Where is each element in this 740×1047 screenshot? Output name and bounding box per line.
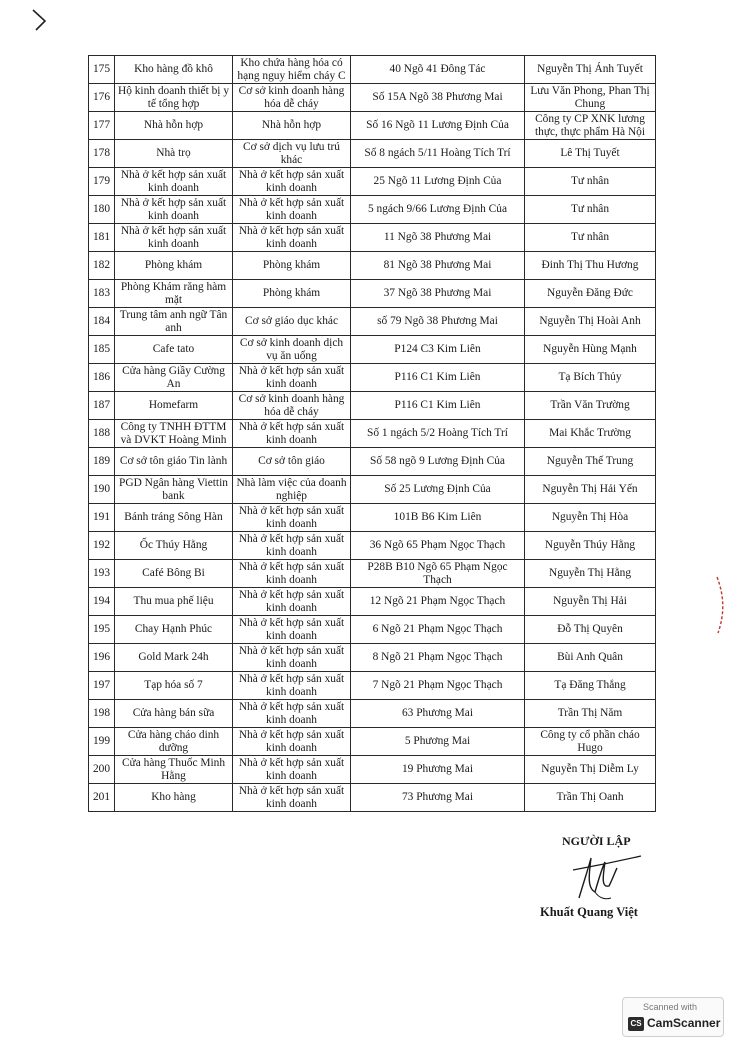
establishment-type: Nhà ở kết hợp sản xuất kinh doanh: [233, 784, 351, 812]
establishment-type: Nhà ở kết hợp sản xuất kinh doanh: [233, 504, 351, 532]
establishment-owner: Trần Thị Oanh: [525, 784, 656, 812]
signer-title: NGƯỜI LẬP: [562, 834, 631, 848]
table-row: [89, 560, 656, 588]
row-number: 194: [89, 588, 115, 616]
establishment-type: Nhà ở kết hợp sản xuất kinh doanh: [233, 728, 351, 756]
handwritten-signature: [565, 848, 645, 908]
table-row: [89, 196, 656, 224]
establishment-address: 8 Ngõ 21 Phạm Ngọc Thạch: [351, 644, 525, 672]
establishment-name: Homefarm: [115, 392, 233, 420]
row-number: 197: [89, 672, 115, 700]
establishment-address: Số 15A Ngõ 38 Phương Mai: [351, 84, 525, 112]
establishment-type: Nhà ở kết hợp sản xuất kinh doanh: [233, 420, 351, 448]
row-number: 200: [89, 756, 115, 784]
establishment-type: Nhà ở kết hợp sản xuất kinh doanh: [233, 672, 351, 700]
row-number: 195: [89, 616, 115, 644]
establishment-type: Nhà hỗn hợp: [233, 112, 351, 140]
row-number: 201: [89, 784, 115, 812]
establishment-address: P116 C1 Kim Liên: [351, 392, 525, 420]
side-stamp-mark: [714, 575, 730, 635]
table-row: [89, 84, 656, 112]
establishment-type: Nhà ở kết hợp sản xuất kinh doanh: [233, 196, 351, 224]
establishment-owner: Nguyễn Thị Hòa: [525, 504, 656, 532]
establishment-address: 73 Phương Mai: [351, 784, 525, 812]
establishment-address: 81 Ngõ 38 Phương Mai: [351, 252, 525, 280]
row-number: 185: [89, 336, 115, 364]
establishment-type: Nhà ở kết hợp sản xuất kinh doanh: [233, 700, 351, 728]
table-row: [89, 280, 656, 308]
row-number: 193: [89, 560, 115, 588]
establishment-address: 101B B6 Kim Liên: [351, 504, 525, 532]
table-row: [89, 308, 656, 336]
establishment-address: 5 ngách 9/66 Lương Định Của: [351, 196, 525, 224]
establishment-name: Nhà ở kết hợp sản xuất kinh doanh: [115, 196, 233, 224]
row-number: 199: [89, 728, 115, 756]
establishment-address: 36 Ngõ 65 Phạm Ngọc Thạch: [351, 532, 525, 560]
table-row: [89, 504, 656, 532]
table-row: [89, 364, 656, 392]
establishment-owner: Lê Thị Tuyết: [525, 140, 656, 168]
table-row: [89, 56, 656, 84]
establishment-address: số 79 Ngõ 38 Phương Mai: [351, 308, 525, 336]
establishment-address: 11 Ngõ 38 Phương Mai: [351, 224, 525, 252]
establishment-type: Nhà ở kết hợp sản xuất kinh doanh: [233, 224, 351, 252]
establishment-address: 6 Ngõ 21 Phạm Ngọc Thạch: [351, 616, 525, 644]
establishment-address: P124 C3 Kim Liên: [351, 336, 525, 364]
establishment-owner: Nguyễn Đăng Đức: [525, 280, 656, 308]
row-number: 183: [89, 280, 115, 308]
establishment-type: Nhà ở kết hợp sản xuất kinh doanh: [233, 532, 351, 560]
establishment-address: Số 1 ngách 5/2 Hoàng Tích Trí: [351, 420, 525, 448]
establishment-name: Ốc Thúy Hằng: [115, 532, 233, 560]
establishment-address: 5 Phương Mai: [351, 728, 525, 756]
establishment-name: Cửa hàng bán sữa: [115, 700, 233, 728]
establishment-type: Nhà ở kết hợp sản xuất kinh doanh: [233, 588, 351, 616]
establishment-name: Kho hàng: [115, 784, 233, 812]
establishment-name: Chay Hạnh Phúc: [115, 616, 233, 644]
row-number: 180: [89, 196, 115, 224]
establishment-type: Cơ sở dịch vụ lưu trú khác: [233, 140, 351, 168]
establishment-name: Cửa hàng cháo dinh dưỡng: [115, 728, 233, 756]
establishment-name: Gold Mark 24h: [115, 644, 233, 672]
corner-pen-mark: [30, 8, 50, 32]
establishment-address: 40 Ngõ 41 Đông Tác: [351, 56, 525, 84]
row-number: 189: [89, 448, 115, 476]
establishment-address: Số 8 ngách 5/11 Hoàng Tích Trí: [351, 140, 525, 168]
establishment-name: Nhà ở kết hợp sản xuất kinh doanh: [115, 224, 233, 252]
establishment-name: Hộ kinh doanh thiết bị y tế tổng hợp: [115, 84, 233, 112]
row-number: 178: [89, 140, 115, 168]
establishment-name: Phòng Khám răng hàm mặt: [115, 280, 233, 308]
row-number: 198: [89, 700, 115, 728]
row-number: 196: [89, 644, 115, 672]
establishment-owner: Nguyễn Thị Hải Yến: [525, 476, 656, 504]
establishment-type: Nhà ở kết hợp sản xuất kinh doanh: [233, 644, 351, 672]
establishment-type: Phòng khám: [233, 252, 351, 280]
camscanner-logo-icon: CS: [628, 1017, 644, 1031]
row-number: 176: [89, 84, 115, 112]
establishment-address: 25 Ngõ 11 Lương Định Của: [351, 168, 525, 196]
establishment-owner: Trần Thị Năm: [525, 700, 656, 728]
establishment-owner: Nguyễn Thị Ánh Tuyết: [525, 56, 656, 84]
establishment-owner: Nguyễn Hùng Mạnh: [525, 336, 656, 364]
row-number: 179: [89, 168, 115, 196]
establishment-owner: Nguyễn Thị Hoài Anh: [525, 308, 656, 336]
table-row: [89, 168, 656, 196]
establishment-type: Cơ sở kinh doanh hàng hóa dễ cháy: [233, 84, 351, 112]
establishment-name: Café Bông Bi: [115, 560, 233, 588]
establishment-address: 37 Ngõ 38 Phương Mai: [351, 280, 525, 308]
establishment-name: Nhà trọ: [115, 140, 233, 168]
row-number: 184: [89, 308, 115, 336]
table-row: [89, 420, 656, 448]
watermark-caption: Scanned with: [643, 1002, 698, 1012]
establishment-type: Cơ sở kinh doanh hàng hóa dễ cháy: [233, 392, 351, 420]
establishment-address: Số 58 ngõ 9 Lương Định Của: [351, 448, 525, 476]
establishment-name: PGD Ngân hàng Viettin bank: [115, 476, 233, 504]
establishment-address: 63 Phương Mai: [351, 700, 525, 728]
establishment-name: Phòng khám: [115, 252, 233, 280]
establishment-owner: Đỗ Thị Quyên: [525, 616, 656, 644]
establishment-owner: Tạ Đăng Thắng: [525, 672, 656, 700]
establishment-name: Cửa hàng Giầy Cường An: [115, 364, 233, 392]
establishment-owner: Trần Văn Trường: [525, 392, 656, 420]
row-number: 182: [89, 252, 115, 280]
establishment-name: Nhà hỗn hợp: [115, 112, 233, 140]
establishment-address: 19 Phương Mai: [351, 756, 525, 784]
establishment-owner: Công ty CP XNK lương thực, thực phẩm Hà Nội: [525, 112, 656, 140]
establishment-owner: Mai Khắc Trường: [525, 420, 656, 448]
establishment-owner: Nguyễn Thị Hằng: [525, 560, 656, 588]
establishment-owner: Nguyễn Thị Diễm Ly: [525, 756, 656, 784]
watermark-brand: CamScanner: [647, 1016, 721, 1030]
row-number: 181: [89, 224, 115, 252]
establishment-type: Cơ sở tôn giáo: [233, 448, 351, 476]
table-row: [89, 448, 656, 476]
table-row: [89, 140, 656, 168]
establishment-name: Cơ sở tôn giáo Tin lành: [115, 448, 233, 476]
row-number: 175: [89, 56, 115, 84]
establishment-name: Bánh tráng Sông Hàn: [115, 504, 233, 532]
establishment-owner: Tư nhân: [525, 168, 656, 196]
table-row: [89, 588, 656, 616]
establishment-address: 7 Ngõ 21 Phạm Ngọc Thạch: [351, 672, 525, 700]
table-row: [89, 672, 656, 700]
establishment-table: [88, 55, 656, 812]
establishment-type: Kho chứa hàng hóa có hạng nguy hiểm cháy C: [233, 56, 351, 84]
table-row: [89, 532, 656, 560]
establishment-owner: Nguyễn Thúy Hằng: [525, 532, 656, 560]
establishment-type: Phòng khám: [233, 280, 351, 308]
establishment-type: Nhà ở kết hợp sản xuất kinh doanh: [233, 168, 351, 196]
establishment-owner: Nguyễn Thế Trung: [525, 448, 656, 476]
establishment-owner: Tư nhân: [525, 224, 656, 252]
establishment-owner: Công ty cổ phần cháo Hugo: [525, 728, 656, 756]
establishment-type: Cơ sở kinh doanh dịch vụ ăn uống: [233, 336, 351, 364]
establishment-type: Nhà ở kết hợp sản xuất kinh doanh: [233, 364, 351, 392]
establishment-type: Nhà ở kết hợp sản xuất kinh doanh: [233, 560, 351, 588]
establishment-address: Số 16 Ngõ 11 Lương Định Của: [351, 112, 525, 140]
table-row: [89, 728, 656, 756]
camscanner-watermark: [622, 997, 724, 1037]
row-number: 191: [89, 504, 115, 532]
establishment-name: Tạp hóa số 7: [115, 672, 233, 700]
table-row: [89, 252, 656, 280]
establishment-name: Công ty TNHH ĐTTM và DVKT Hoàng Minh: [115, 420, 233, 448]
table-row: [89, 616, 656, 644]
row-number: 187: [89, 392, 115, 420]
row-number: 192: [89, 532, 115, 560]
table-row: [89, 336, 656, 364]
establishment-type: Nhà làm việc của doanh nghiệp: [233, 476, 351, 504]
establishment-address: P28B B10 Ngõ 65 Phạm Ngọc Thạch: [351, 560, 525, 588]
table-row: [89, 392, 656, 420]
table-row: [89, 112, 656, 140]
row-number: 177: [89, 112, 115, 140]
establishment-name: Cafe tato: [115, 336, 233, 364]
row-number: 188: [89, 420, 115, 448]
table-row: [89, 756, 656, 784]
establishment-address: 12 Ngõ 21 Phạm Ngọc Thạch: [351, 588, 525, 616]
table-row: [89, 476, 656, 504]
table-row: [89, 700, 656, 728]
establishment-owner: Tư nhân: [525, 196, 656, 224]
establishment-type: Cơ sở giáo dục khác: [233, 308, 351, 336]
establishment-owner: Lưu Văn Phong, Phan Thị Chung: [525, 84, 656, 112]
establishment-owner: Bùi Anh Quân: [525, 644, 656, 672]
establishment-owner: Nguyễn Thị Hải: [525, 588, 656, 616]
establishment-name: Thu mua phế liệu: [115, 588, 233, 616]
establishment-type: Nhà ở kết hợp sản xuất kinh doanh: [233, 756, 351, 784]
table-row: [89, 784, 656, 812]
table-row: [89, 224, 656, 252]
establishment-address: P116 C1 Kim Liên: [351, 364, 525, 392]
establishment-name: Nhà ở kết hợp sản xuất kinh doanh: [115, 168, 233, 196]
row-number: 186: [89, 364, 115, 392]
row-number: 190: [89, 476, 115, 504]
establishment-name: Trung tâm anh ngữ Tân anh: [115, 308, 233, 336]
establishment-name: Kho hàng đồ khô: [115, 56, 233, 84]
establishment-address: Số 25 Lương Định Của: [351, 476, 525, 504]
table-row: [89, 644, 656, 672]
establishment-owner: Đinh Thị Thu Hương: [525, 252, 656, 280]
signer-name: Khuất Quang Việt: [540, 905, 638, 919]
establishment-name: Cửa hàng Thuốc Minh Hằng: [115, 756, 233, 784]
establishment-type: Nhà ở kết hợp sản xuất kinh doanh: [233, 616, 351, 644]
establishment-owner: Tạ Bích Thủy: [525, 364, 656, 392]
